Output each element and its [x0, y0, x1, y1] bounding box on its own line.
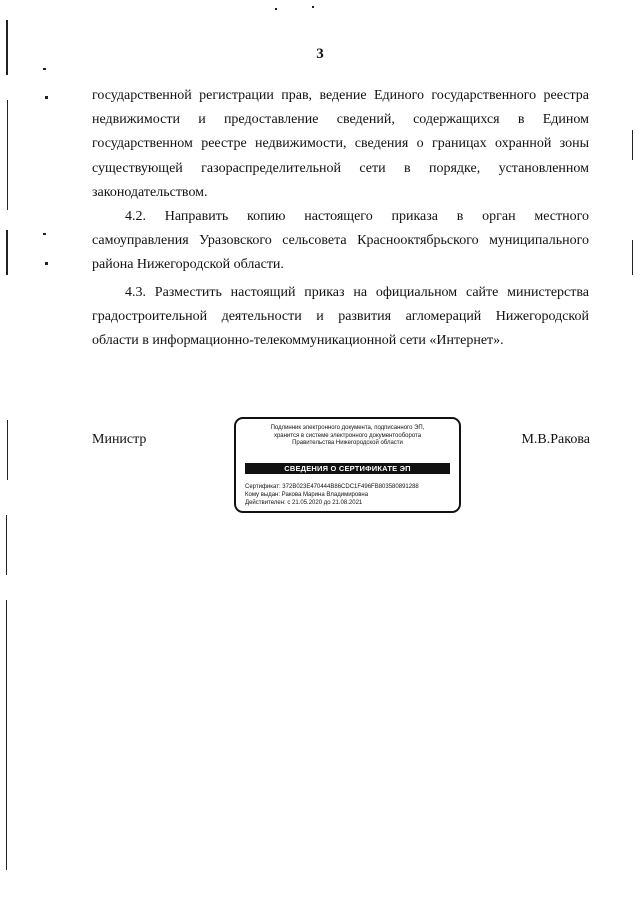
paragraph-line: градостроительной деятельности и развития агломераций Нижегородской: [92, 309, 589, 325]
scan-edge-mark: [45, 96, 48, 99]
e-signature-stamp: [234, 417, 461, 513]
scan-edge-mark: [6, 20, 8, 75]
paragraph-line: государственном реестре недвижимости, сведения о границах охранной зоны: [92, 136, 589, 152]
paragraph-line: 4.2. Направить копию настоящего приказа в орган местного: [125, 209, 589, 224]
scan-edge-mark: [6, 230, 8, 275]
stamp-header-line: хранится в системе электронного документооборота: [273, 432, 422, 439]
stamp-header-line: Подлинник электронного документа, подписанного ЭП,: [270, 425, 425, 431]
paragraph-line: законодательством.: [92, 184, 208, 200]
signer-title: Министр: [92, 432, 147, 447]
scan-edge-mark: [632, 240, 633, 275]
paragraph-line: государственной регистрации прав, ведение Единого государственного реестра: [92, 88, 589, 103]
stamp-validity: Действителен: с 21.05.2020 до 21.08.2021: [245, 500, 363, 506]
stamp-details: [245, 483, 419, 507]
scan-edge-mark: [6, 600, 7, 870]
paragraph-line: 4.3. Разместить настоящий приказ на официальном сайте министерства: [125, 285, 589, 300]
paragraph-line: области в информационно-телекоммуникационной сети «Интернет».: [92, 333, 504, 349]
scan-edge-mark: [6, 515, 7, 575]
stamp-issued-to: Кому выдан: Ракова Марина Владимировна: [245, 492, 369, 498]
paragraph-2: [92, 205, 589, 278]
scan-edge-mark: [7, 100, 8, 210]
scan-edge-mark: [7, 420, 8, 480]
page-number: 3: [316, 46, 324, 62]
paragraph-3: [92, 281, 589, 354]
stamp-header: [236, 425, 459, 448]
stamp-header-line: Правительства Нижегородской области: [292, 440, 403, 446]
scan-edge-mark: [275, 8, 277, 10]
scan-edge-mark: [632, 130, 633, 160]
scan-edge-mark: [43, 68, 46, 70]
paragraph-line: самоуправления Уразовского сельсовета Краснооктябрьского муниципального: [92, 233, 589, 249]
paragraph-line: недвижимости и предоставление сведений, содержащихся в Едином: [92, 112, 589, 128]
stamp-certificate: Сертификат: 372B023E470444B86CDC1F496FB803580891288: [245, 484, 419, 490]
scan-edge-mark: [43, 233, 46, 235]
paragraph-1: [92, 84, 589, 205]
stamp-banner: СВЕДЕНИЯ О СЕРТИФИКАТЕ ЭП: [245, 463, 450, 474]
signer-name: М.В.Ракова: [521, 432, 590, 447]
paragraph-line: существующей газораспределительной сети в порядке, установленном: [92, 160, 589, 176]
scan-edge-mark: [312, 6, 314, 8]
scan-edge-mark: [45, 262, 48, 265]
paragraph-line: района Нижегородской области.: [92, 257, 284, 273]
